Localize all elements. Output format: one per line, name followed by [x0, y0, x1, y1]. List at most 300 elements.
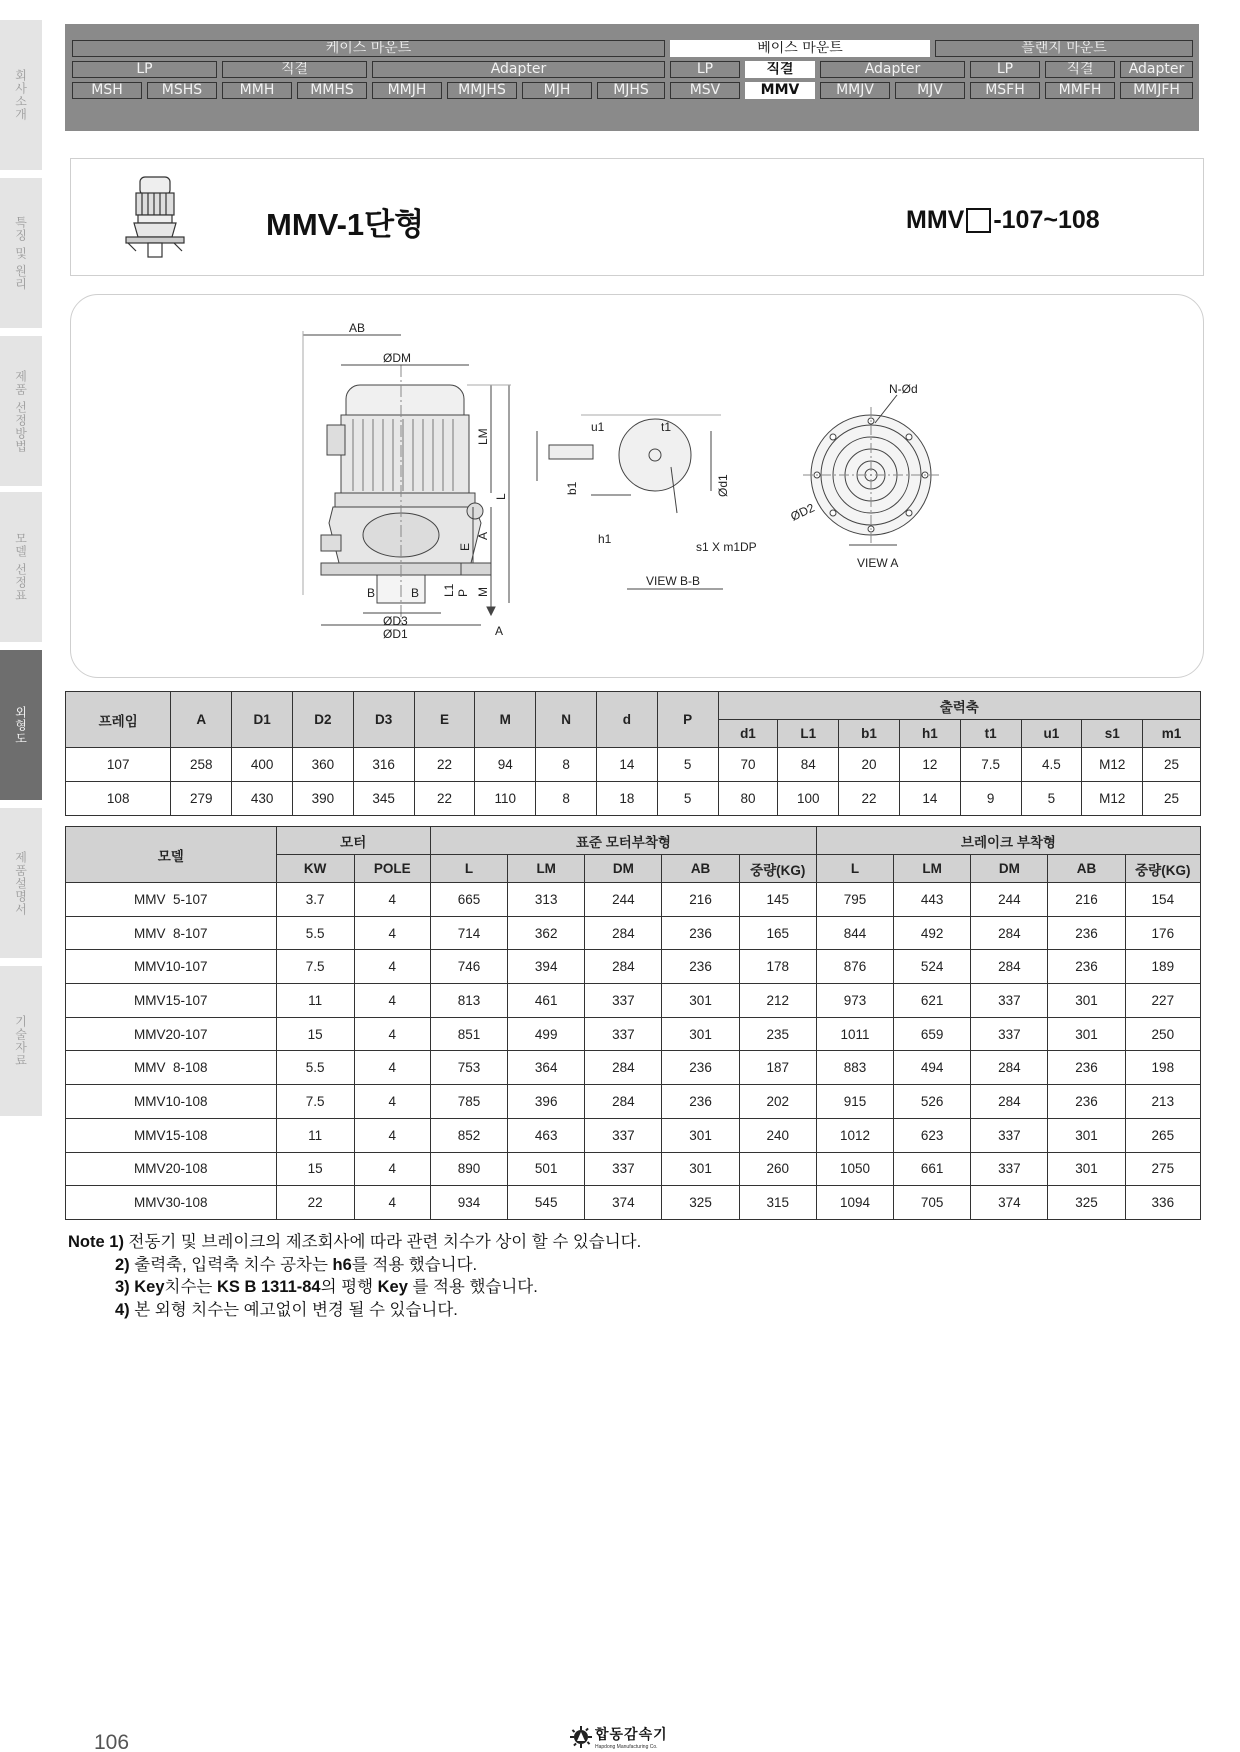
model-table-body: [66, 883, 1201, 1220]
table-cell: 284: [585, 1085, 662, 1119]
table-cell: 461: [508, 984, 585, 1018]
table-cell: 176: [1125, 916, 1200, 950]
table-cell: 4.5: [1021, 748, 1082, 782]
note-num: 1): [109, 1233, 124, 1251]
table-cell: 7.5: [276, 1085, 354, 1119]
note-2: [68, 1254, 641, 1277]
table-cell: 70: [718, 748, 778, 782]
table-cell: 240: [739, 1118, 816, 1152]
table-cell: 236: [662, 1085, 739, 1119]
table-cell: 265: [1125, 1118, 1200, 1152]
col-header-std-weight: 중량(KG): [739, 855, 816, 883]
col-header-d2: D2: [292, 692, 353, 748]
side-tab-label: 기술자료: [13, 1015, 28, 1067]
table-cell: 284: [585, 916, 662, 950]
table-cell: 876: [816, 950, 893, 984]
table-cell: 244: [971, 883, 1048, 917]
table-row: [66, 1152, 1201, 1186]
col-header-model: 모델: [66, 827, 277, 883]
table-cell: 213: [1125, 1085, 1200, 1119]
note-num: 3): [115, 1278, 130, 1296]
nav-flange-adapter[interactable]: Adapter: [1120, 61, 1193, 78]
col-header-std-l: L: [430, 855, 507, 883]
label-b-left: B: [367, 586, 376, 600]
table-cell: 236: [1048, 1085, 1125, 1119]
col-header-shaft-b1: b1: [839, 720, 900, 748]
label-m: M: [476, 587, 490, 597]
table-cell: 198: [1125, 1051, 1200, 1085]
table-cell: MMV 8-107: [66, 916, 277, 950]
table-cell: 374: [585, 1186, 662, 1220]
frame-table-body: [66, 748, 1201, 816]
side-tab-label: 제품 선정방법: [13, 369, 28, 453]
table-cell: 524: [894, 950, 971, 984]
col-header-d3: D3: [353, 692, 414, 748]
table-cell: MMV30-108: [66, 1186, 277, 1220]
side-tab-company[interactable]: [0, 20, 42, 170]
col-header-m: M: [475, 692, 536, 748]
table-cell: 443: [894, 883, 971, 917]
table-cell: 337: [585, 1118, 662, 1152]
table-row: [66, 1186, 1201, 1220]
side-tab-label: 회사소개: [13, 69, 28, 121]
table-cell: 235: [739, 1017, 816, 1051]
table-cell: 362: [508, 916, 585, 950]
table-cell: 499: [508, 1017, 585, 1051]
table-cell: 258: [171, 748, 232, 782]
table-cell: 236: [1048, 950, 1125, 984]
table-cell: MMV 5-107: [66, 883, 277, 917]
label-dm: ØDM: [383, 351, 411, 365]
table-cell: 284: [585, 950, 662, 984]
col-header-brk-weight: 중량(KG): [1125, 855, 1200, 883]
col-header-motor: 모터: [276, 827, 430, 855]
table-cell: 5: [657, 782, 718, 816]
label-b1: b1: [565, 481, 579, 495]
table-row: [66, 984, 1201, 1018]
table-row: [66, 883, 1201, 917]
col-header-shaft-u1: u1: [1021, 720, 1082, 748]
table-cell: 4: [354, 1085, 430, 1119]
table-cell: 374: [971, 1186, 1048, 1220]
table-cell: 236: [662, 916, 739, 950]
note-text: 의 평행: [320, 1278, 378, 1296]
col-header-standard-motor: 표준 모터부착형: [430, 827, 816, 855]
label-d2: ØD2: [788, 500, 817, 524]
nav-mjv[interactable]: MJV: [895, 82, 965, 99]
table-cell: 301: [1048, 984, 1125, 1018]
nav-mjh[interactable]: MJH: [522, 82, 592, 99]
note-text: 를 적용 했습니다.: [407, 1278, 538, 1296]
table-cell: 4: [354, 1152, 430, 1186]
table-cell: 746: [430, 950, 507, 984]
table-cell: 80: [718, 782, 778, 816]
table-cell: 165: [739, 916, 816, 950]
label-h1: h1: [598, 532, 612, 546]
model-code: [906, 206, 1100, 235]
note-bold: h6: [332, 1255, 352, 1274]
table-cell: 665: [430, 883, 507, 917]
table-cell: 236: [662, 950, 739, 984]
table-cell: 360: [292, 748, 353, 782]
label-view-bb: VIEW B-B: [646, 574, 701, 588]
table-cell: 236: [1048, 1051, 1125, 1085]
table-cell: 934: [430, 1186, 507, 1220]
model-nav: [65, 24, 1199, 131]
table-cell: 714: [430, 916, 507, 950]
col-header-shaft-d1: d1: [718, 720, 778, 748]
table-cell: 244: [585, 883, 662, 917]
table-cell: 8: [536, 748, 597, 782]
table-cell: 301: [1048, 1152, 1125, 1186]
label-b-right: B: [411, 586, 420, 600]
col-header-frame: 프레임: [66, 692, 171, 748]
table-cell: 22: [414, 748, 475, 782]
table-cell: 4: [354, 1017, 430, 1051]
table-cell: 216: [1048, 883, 1125, 917]
table-cell: MMV20-108: [66, 1152, 277, 1186]
table-cell: 250: [1125, 1017, 1200, 1051]
table-cell: 301: [662, 1017, 739, 1051]
table-cell: 4: [354, 950, 430, 984]
col-header-brake-motor: 브레이크 부착형: [816, 827, 1200, 855]
table-cell: 216: [662, 883, 739, 917]
nav-flange-mount[interactable]: 플랜지 마운트: [935, 40, 1193, 57]
nav-mmhs[interactable]: MMHS: [297, 82, 367, 99]
table-cell: 545: [508, 1186, 585, 1220]
table-cell: 25: [1143, 748, 1201, 782]
table-cell: 20: [839, 748, 900, 782]
table-cell: 3.7: [276, 883, 354, 917]
table-cell: 973: [816, 984, 893, 1018]
nav-msfh[interactable]: MSFH: [970, 82, 1040, 99]
dimension-drawing: [70, 294, 1204, 678]
label-a: A: [476, 531, 490, 540]
table-cell: 236: [1048, 916, 1125, 950]
label-lm: LM: [476, 428, 490, 445]
note-text: 를 적용 했습니다.: [351, 1255, 478, 1274]
table-cell: 236: [662, 1051, 739, 1085]
table-cell: 890: [430, 1152, 507, 1186]
table-cell: 301: [662, 1152, 739, 1186]
table-cell: 284: [585, 1051, 662, 1085]
table-cell: 4: [354, 916, 430, 950]
nav-base-adapter[interactable]: Adapter: [820, 61, 965, 78]
side-tab-features[interactable]: [0, 178, 42, 328]
nav-mshs[interactable]: MSHS: [147, 82, 217, 99]
table-cell: 851: [430, 1017, 507, 1051]
table-cell: 110: [475, 782, 536, 816]
table-cell: 279: [171, 782, 232, 816]
logo-name: 합동감속기: [595, 1726, 668, 1742]
label-s1: s1 X m1DP: [696, 540, 757, 554]
table-cell: 260: [739, 1152, 816, 1186]
note-text: 출력축, 입력축 치수 공차는: [134, 1255, 333, 1274]
logo-subtitle: Hapdong Manufacturing Co.: [595, 1744, 658, 1750]
table-cell: MMV 8-108: [66, 1051, 277, 1085]
table-cell: 785: [430, 1085, 507, 1119]
table-cell: 108: [66, 782, 171, 816]
col-header-p: P: [657, 692, 718, 748]
table-row: [66, 782, 1201, 816]
table-cell: 394: [508, 950, 585, 984]
table-cell: 4: [354, 984, 430, 1018]
table-row: [66, 1085, 1201, 1119]
nav-mmjhs[interactable]: MMJHS: [447, 82, 517, 99]
note-num: 2): [115, 1255, 130, 1274]
notes: [68, 1231, 641, 1321]
table-cell: 11: [276, 984, 354, 1018]
table-cell: MMV20-107: [66, 1017, 277, 1051]
table-cell: 623: [894, 1118, 971, 1152]
table-cell: 621: [894, 984, 971, 1018]
table-cell: 187: [739, 1051, 816, 1085]
col-header-shaft-s1: s1: [1082, 720, 1143, 748]
table-row: [66, 950, 1201, 984]
table-cell: 8: [536, 782, 597, 816]
nav-base-direct[interactable]: 직결: [745, 61, 815, 78]
table-cell: 492: [894, 916, 971, 950]
label-a-arrow: A: [495, 624, 504, 638]
table-row: [66, 748, 1201, 782]
table-cell: 107: [66, 748, 171, 782]
col-header-brk-dm: DM: [971, 855, 1048, 883]
table-cell: 337: [971, 1118, 1048, 1152]
col-header-brk-ab: AB: [1048, 855, 1125, 883]
table-cell: 22: [276, 1186, 354, 1220]
table-cell: 396: [508, 1085, 585, 1119]
table-cell: 659: [894, 1017, 971, 1051]
side-tab-label: 특징 및 원리: [13, 215, 28, 291]
title-box: [70, 158, 1204, 276]
table-cell: 463: [508, 1118, 585, 1152]
col-header-shaft-t1: t1: [960, 720, 1021, 748]
table-cell: 1094: [816, 1186, 893, 1220]
table-cell: 7.5: [960, 748, 1021, 782]
table-cell: 315: [739, 1186, 816, 1220]
col-header-shaft-l1: L1: [778, 720, 839, 748]
table-cell: 12: [899, 748, 960, 782]
nav-case-adapter[interactable]: Adapter: [372, 61, 665, 78]
nav-case-lp[interactable]: LP: [72, 61, 217, 78]
col-header-a: A: [171, 692, 232, 748]
table-cell: 4: [354, 883, 430, 917]
drawing-svg: [71, 295, 1205, 679]
col-header-std-ab: AB: [662, 855, 739, 883]
table-cell: MMV10-108: [66, 1085, 277, 1119]
col-header-brk-lm: LM: [894, 855, 971, 883]
table-cell: 1050: [816, 1152, 893, 1186]
table-cell: 227: [1125, 984, 1200, 1018]
table-cell: 154: [1125, 883, 1200, 917]
table-cell: 1011: [816, 1017, 893, 1051]
table-cell: 178: [739, 950, 816, 984]
side-tab-label: 제품설명서: [13, 850, 28, 916]
table-cell: 390: [292, 782, 353, 816]
side-tab-label: 외형도: [13, 705, 28, 745]
table-cell: 189: [1125, 950, 1200, 984]
table-cell: 301: [1048, 1118, 1125, 1152]
nav-base-lp[interactable]: LP: [670, 61, 740, 78]
table-cell: 11: [276, 1118, 354, 1152]
nav-mmjv[interactable]: MMJV: [820, 82, 890, 99]
table-cell: 4: [354, 1118, 430, 1152]
table-cell: 661: [894, 1152, 971, 1186]
side-tab-model-table[interactable]: [0, 492, 42, 642]
label-ab: AB: [349, 321, 366, 335]
nav-case-direct[interactable]: 직결: [222, 61, 367, 78]
table-cell: 915: [816, 1085, 893, 1119]
note-bold: KS B 1311-84: [216, 1278, 321, 1296]
table-cell: 337: [585, 1017, 662, 1051]
side-tab-label: 모델 선정표: [13, 532, 28, 602]
table-cell: 337: [585, 1152, 662, 1186]
label-d1: ØD1: [383, 627, 408, 641]
nav-mjhs[interactable]: MJHS: [597, 82, 665, 99]
col-header-e: E: [414, 692, 475, 748]
table-cell: 5.5: [276, 1051, 354, 1085]
table-row: [66, 1118, 1201, 1152]
gear-logo-icon: [570, 1726, 592, 1748]
page-title: MMV-1단형: [266, 207, 425, 242]
table-cell: MMV15-108: [66, 1118, 277, 1152]
col-header-std-dm: DM: [585, 855, 662, 883]
table-cell: 336: [1125, 1186, 1200, 1220]
table-cell: 94: [475, 748, 536, 782]
table-cell: 883: [816, 1051, 893, 1085]
table-cell: 337: [971, 1017, 1048, 1051]
note-text: 전동기 및 브레이크의 제조회사에 따라 관련 치수가 상이 할 수 있습니다.: [128, 1233, 642, 1251]
label-od1: Ød1: [716, 474, 730, 497]
label-p: P: [456, 588, 470, 597]
table-cell: M12: [1082, 782, 1143, 816]
table-cell: 364: [508, 1051, 585, 1085]
col-header-d: d: [596, 692, 657, 748]
table-cell: 313: [508, 883, 585, 917]
table-cell: 284: [971, 950, 1048, 984]
table-row: [66, 1017, 1201, 1051]
table-cell: 284: [971, 1085, 1048, 1119]
table-cell: 284: [971, 1051, 1048, 1085]
product-thumbnail: [116, 175, 196, 263]
label-l: L: [494, 493, 508, 500]
side-tab-selection[interactable]: [0, 336, 42, 486]
col-header-std-lm: LM: [508, 855, 585, 883]
table-cell: 526: [894, 1085, 971, 1119]
nav-mmjfh[interactable]: MMJFH: [1120, 82, 1193, 99]
table-cell: 325: [662, 1186, 739, 1220]
table-cell: 813: [430, 984, 507, 1018]
nav-mmjh[interactable]: MMJH: [372, 82, 442, 99]
note-bold: Key: [134, 1278, 165, 1296]
table-cell: 325: [1048, 1186, 1125, 1220]
table-row: [66, 916, 1201, 950]
label-d3: ØD3: [383, 614, 408, 628]
table-cell: 22: [839, 782, 900, 816]
table-cell: 212: [739, 984, 816, 1018]
company-logo: [570, 1724, 668, 1750]
table-cell: 14: [596, 748, 657, 782]
side-tab-tech-data[interactable]: [0, 966, 42, 1116]
table-cell: 795: [816, 883, 893, 917]
table-cell: M12: [1082, 748, 1143, 782]
col-header-pole: POLE: [354, 855, 430, 883]
table-cell: 145: [739, 883, 816, 917]
nav-flange-direct[interactable]: 직결: [1045, 61, 1115, 78]
table-cell: 345: [353, 782, 414, 816]
table-cell: 337: [585, 984, 662, 1018]
nav-msh[interactable]: MSH: [72, 82, 142, 99]
label-t1: t1: [661, 420, 672, 434]
table-cell: 301: [662, 984, 739, 1018]
table-row: [66, 1051, 1201, 1085]
table-cell: 301: [1048, 1017, 1125, 1051]
table-cell: 5: [657, 748, 718, 782]
table-cell: 284: [971, 916, 1048, 950]
table-cell: 316: [353, 748, 414, 782]
nav-msv[interactable]: MSV: [670, 82, 740, 99]
model-dimension-table: [65, 826, 1201, 1220]
col-header-brk-l: L: [816, 855, 893, 883]
col-header-n: N: [536, 692, 597, 748]
label-l1: L1: [442, 583, 456, 597]
model-code-suffix: -107~108: [993, 206, 1100, 234]
note-num: 4): [115, 1300, 130, 1319]
table-cell: 301: [662, 1118, 739, 1152]
frame-dimension-table: [65, 691, 1201, 816]
nav-flange-lp[interactable]: LP: [970, 61, 1040, 78]
table-cell: 1012: [816, 1118, 893, 1152]
table-cell: 15: [276, 1017, 354, 1051]
table-cell: 852: [430, 1118, 507, 1152]
page-number: 106: [94, 1731, 130, 1752]
table-cell: 400: [232, 748, 293, 782]
note-4: [68, 1299, 641, 1322]
label-view-a: VIEW A: [857, 556, 899, 570]
table-cell: 275: [1125, 1152, 1200, 1186]
label-u1: u1: [591, 420, 605, 434]
table-cell: 18: [596, 782, 657, 816]
table-cell: 753: [430, 1051, 507, 1085]
table-cell: 4: [354, 1186, 430, 1220]
col-header-output-shaft: 출력축: [718, 692, 1200, 720]
table-cell: 15: [276, 1152, 354, 1186]
nav-case-mount[interactable]: 케이스 마운트: [72, 40, 665, 57]
nav-mmfh[interactable]: MMFH: [1045, 82, 1115, 99]
nav-mmh[interactable]: MMH: [222, 82, 292, 99]
col-header-d1: D1: [232, 692, 293, 748]
table-cell: 337: [971, 984, 1048, 1018]
table-cell: 337: [971, 1152, 1048, 1186]
table-cell: 22: [414, 782, 475, 816]
model-code-prefix: MMV: [906, 206, 965, 234]
table-cell: 84: [778, 748, 839, 782]
nav-base-mount[interactable]: 베이스 마운트: [670, 40, 930, 57]
table-cell: 705: [894, 1186, 971, 1220]
side-tab-manual[interactable]: [0, 808, 42, 958]
table-cell: 5: [1021, 782, 1082, 816]
note-text: 본 외형 치수는 예고없이 변경 될 수 있습니다.: [134, 1300, 458, 1319]
label-e: E: [458, 542, 472, 551]
table-cell: 5.5: [276, 916, 354, 950]
table-cell: MMV10-107: [66, 950, 277, 984]
table-cell: 25: [1143, 782, 1201, 816]
table-cell: 14: [899, 782, 960, 816]
nav-mmv[interactable]: MMV: [745, 82, 815, 99]
note-1: [68, 1231, 641, 1254]
side-tab-outline[interactable]: [0, 650, 42, 800]
code-placeholder-box: [966, 208, 991, 233]
